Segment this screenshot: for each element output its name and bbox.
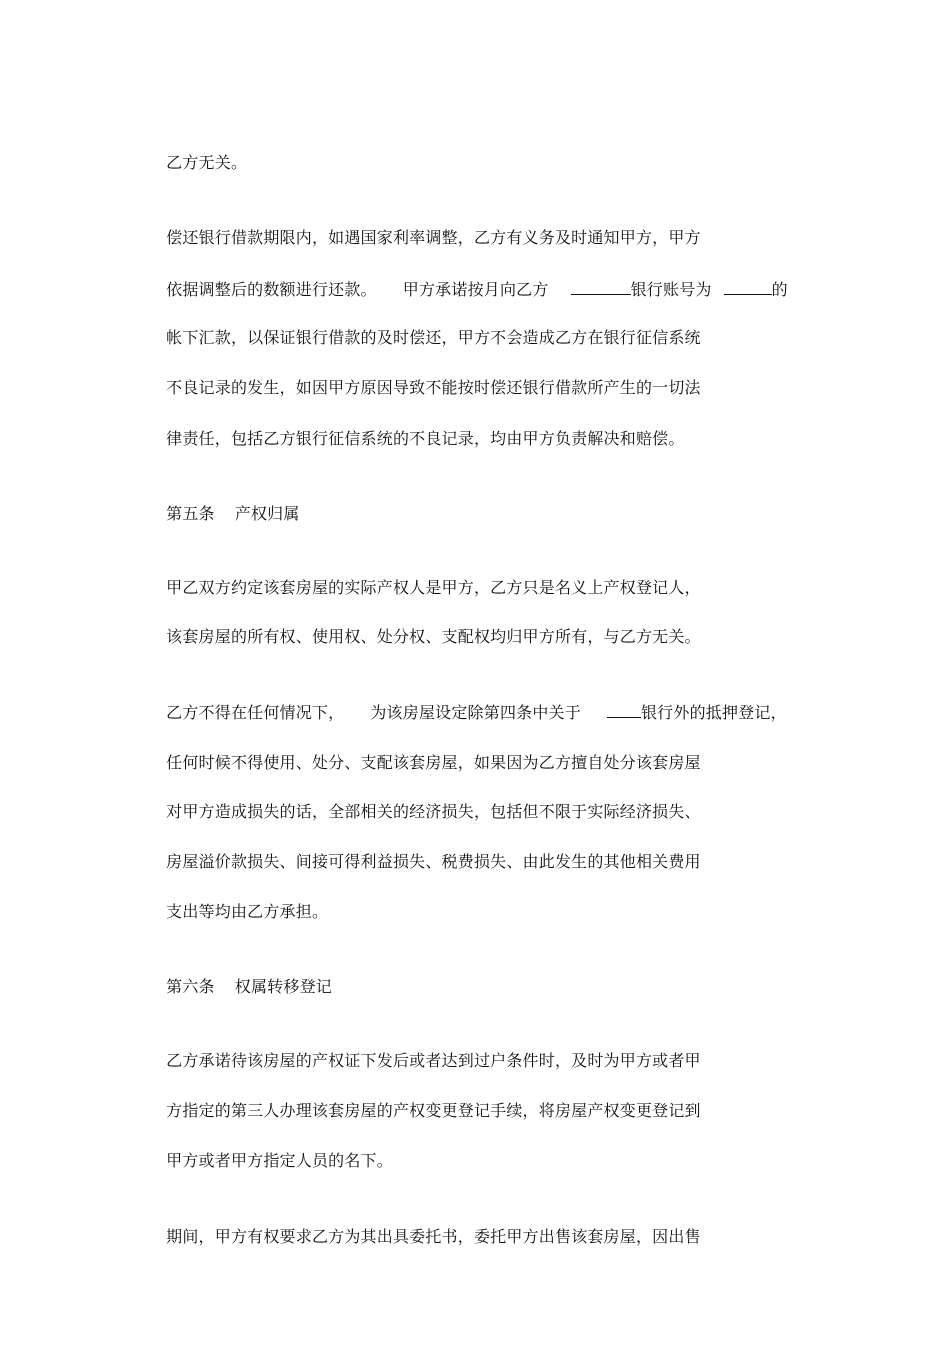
text-segment: 的: [771, 280, 788, 299]
paragraph-line: [145, 604, 701, 670]
paragraph-line: [145, 879, 328, 945]
text-segment: 房屋溢价款损失、间接可得利益损失、税费损失、由此发生的其他相关费用: [166, 852, 701, 871]
text-segment: 乙方承诺待该房屋的产权证下发后或者达到过户条件时，及时为甲方或者甲: [166, 1051, 701, 1070]
text-segment: 甲方或者甲方指定人员的名下。: [166, 1151, 393, 1170]
text-segment: 对甲方造成损失的话，全部相关的经济损失，包括但不限于实际经济损失、: [166, 802, 701, 821]
section-heading: [145, 954, 332, 1020]
text-segment: 支出等均由乙方承担。: [166, 902, 329, 921]
text-segment: 银行外的抵押登记，: [640, 703, 787, 722]
text-segment: 不良记录的发生，如因甲方原因导致不能按时偿还银行借款所产生的一切法: [166, 378, 701, 397]
text-segment: 银行账号为: [630, 280, 712, 299]
text-segment: 为该房屋设定除第四条中关于: [370, 703, 581, 722]
paragraph-line: [145, 406, 685, 472]
article-number: 第五条: [166, 504, 215, 523]
fill-in-blank: [607, 701, 641, 718]
section-heading: [145, 481, 300, 547]
text-segment: 任何时候不得使用、处分、支配该套房屋，如果因为乙方擅自处分该套房屋: [166, 753, 701, 772]
fill-in-blank: [571, 278, 631, 295]
text-segment: 乙方无关。: [166, 153, 248, 172]
text-segment: 该套房屋的所有权、使用权、处分权、支配权均归甲方所有，与乙方无关。: [166, 627, 701, 646]
text-segment: 期间，甲方有权要求乙方为其出具委托书，委托甲方出售该套房屋，因出售: [166, 1227, 701, 1246]
text-segment: 律责任，包括乙方银行征信系统的不良记录，均由甲方负责解决和赔偿。: [166, 429, 685, 448]
text-segment: 依据调整后的数额进行还款。: [166, 280, 377, 299]
article-number: 第六条: [166, 977, 215, 996]
article-title: 权属转移登记: [234, 977, 332, 996]
paragraph-line: [145, 1128, 393, 1194]
text-segment: 乙方不得在任何情况下，: [166, 703, 345, 722]
text-segment: 偿还银行借款期限内，如遇国家利率调整，乙方有义务及时通知甲方，甲方: [166, 228, 701, 247]
article-title: 产权归属: [234, 504, 300, 523]
paragraph-line: [145, 130, 247, 196]
text-segment: 方指定的第三人办理该套房屋的产权变更登记手续，将房屋产权变更登记到: [166, 1101, 701, 1120]
text-segment: 帐下汇款，以保证银行借款的及时偿还，甲方不会造成乙方在银行征信系统: [166, 328, 701, 347]
text-segment: 甲方承诺按月向乙方: [402, 280, 549, 299]
paragraph-line: [145, 1204, 701, 1270]
text-segment: 甲乙双方约定该套房屋的实际产权人是甲方，乙方只是名义上产权登记人，: [166, 578, 701, 597]
fill-in-blank: [724, 278, 772, 295]
